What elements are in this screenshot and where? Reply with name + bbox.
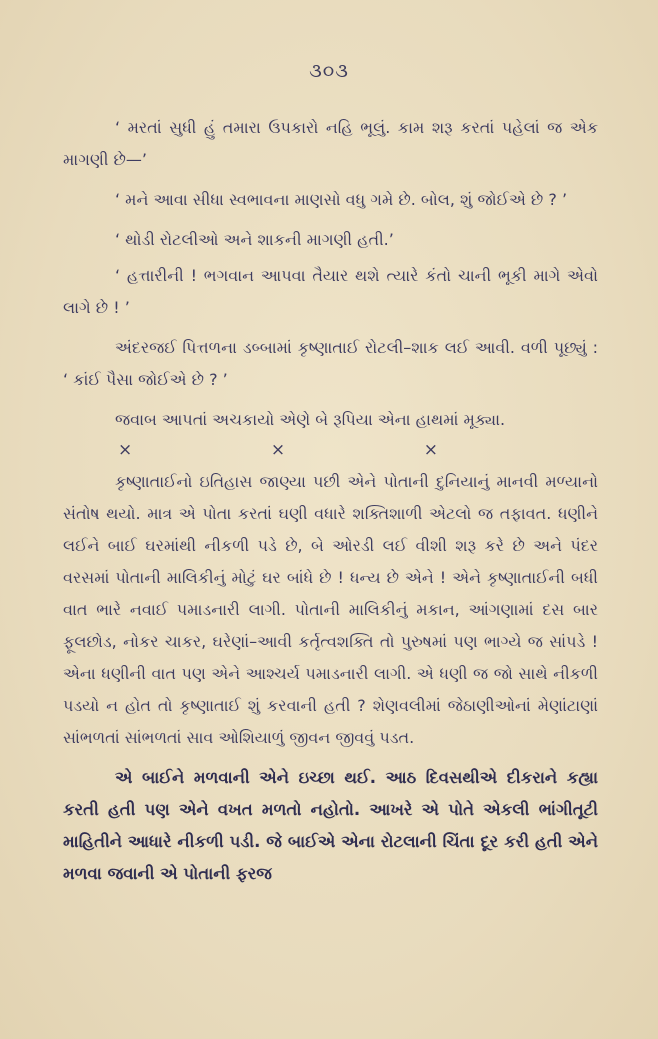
dialogue-paragraph-2: ‘ મને આવા સીધા સ્વભાવના માણસો વધુ ગમે છે. બોલ, શું જોઈએ છે ? ’: [115, 190, 568, 209]
narration-paragraph-5: અંદરજઈ પિત્તળના ડબ્બામાં કૃષ્ણાતાઈ રોટલી–શાક લઈ આવી. વળી પૂછ્યું : ‘ કાંઈ પૈસા જોઈએ છે ? ’: [63, 338, 598, 389]
separator-mark: ×: [423, 440, 438, 460]
separator-mark: ×: [118, 440, 133, 460]
body-paragraph-last: એ બાઈને મળવાની એને ઇચ્છા થઈ. આઠ દિવસથીએ દીકરાને કહ્યા કરતી હતી પણ એને વખત મળતો નહોતો. આખરે એ પોતે એકલી ભાંગીતૂટી માહિતીને આધારે નીકળી પડી. જે બાઈએ એના રોટલાની ચિંતા દૂર કરી હતી એને મળવા જવાની એ પોતાની ફરજ: [63, 768, 598, 883]
body-paragraph-long: કૃષ્ણાતાઈનો ઇતિહાસ જાણ્યા પછી એને પોતાની દુનિયાનું માનવી મળ્યાનો સંતોષ થયો. માત્ર એ પોતા કરતાં ઘણી વધારે શક્તિશાળી એટલો જ તફાવત. ધણીને લઈને બાઈ ઘરમાંથી નીકળી પડે છે, બે ઓરડી લઈ વીશી શરૂ કરે છે અને પંદર વરસમાં પોતાની માલિકીનું મોટું ઘર બાંધે છે ! ધન્ય છે એને ! એને કૃષ્ણાતાઈની બધી વાત ભારે નવાઈ પમાડનારી લાગી. પોતાની માલિકીનું મકાન, આંગણામાં દસ બાર ફૂલછોડ, નોકર ચાકર, ઘરેણાં–આવી કર્તૃત્વશક્તિ તો પુરુષમાં પણ ભાગ્યે જ સાંપડે ! એના ધણીની વાત પણ એને આશ્ચર્ય પમાડનારી લાગી. એ ધણી જ જો સાથે નીકળી પડયો ન હોત તો કૃષ્ણાતાઈ શું કરવાની હતી ? શેણવલીમાં જેઠાણીઓનાં મેણાંટાણાં સાંભળતાં સાંભળતાં સાવ ઓશિયાળું જીવન જીવવું પડત.: [63, 472, 598, 747]
dialogue-paragraph-1: ‘ મરતાં સુધી હું તમારા ઉપકારો નહિ ભૂલું. કામ શરૂ કરતાં પહેલાં જ એક માગણી છે—’: [63, 118, 598, 169]
separator-mark: ×: [270, 440, 286, 460]
narration-paragraph-6: જવાબ આપતાં અચકાયો એણે બે રૂપિયા એના હાથમાં મૂક્યા.: [115, 410, 506, 429]
page-text: [63, 112, 598, 898]
page-number: ૩૦૩: [309, 60, 349, 82]
dialogue-paragraph-4: ‘ હત્તારીની ! ભગવાન આપવા તૈયાર થશે ત્યારે કંતો ચાની ભૂકી માગે એવો લાગે છે ! ’: [63, 266, 598, 317]
dialogue-paragraph-3: ‘ થોડી રોટલીઓ અને શાકની માગણી હતી.’: [115, 230, 394, 249]
section-separator: [118, 440, 438, 460]
